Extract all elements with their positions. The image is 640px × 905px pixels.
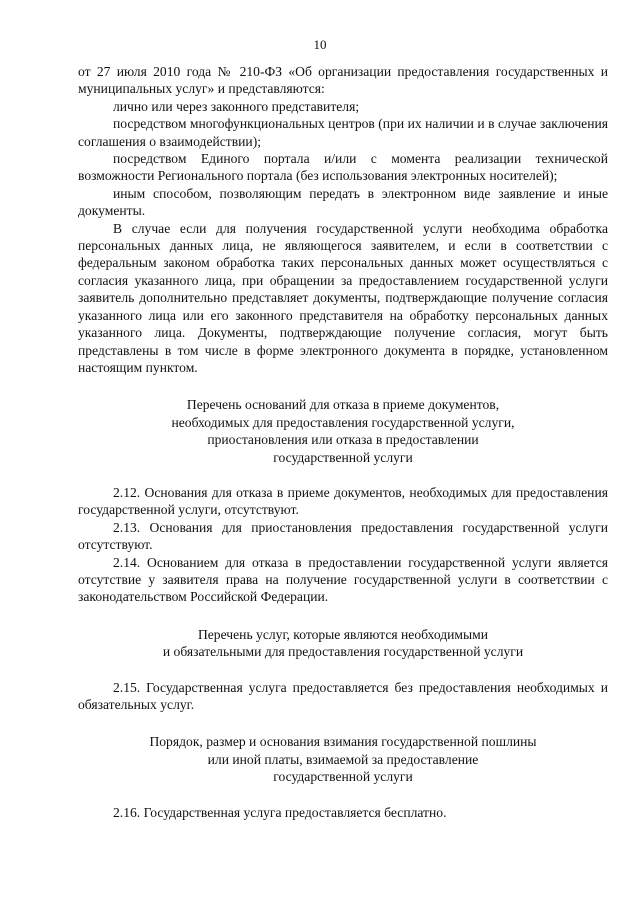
heading-line: или иной платы, взимаемой за предоставление bbox=[207, 751, 479, 767]
paragraph-other-method: иным способом, позволяющим передать в электронном виде заявление и иные документы. bbox=[78, 185, 608, 219]
paragraph-in-person: лично или через законного представителя; bbox=[113, 98, 360, 114]
section-heading-required-services bbox=[78, 626, 608, 661]
heading-line: Перечень оснований для отказа в приеме документов, bbox=[186, 397, 500, 413]
paragraph-2-12: 2.12. Основания для отказа в приеме документов, необходимых для предоставления государственной услуги, отсутствуют. bbox=[78, 484, 608, 518]
paragraph-mfc: посредством многофункциональных центров (при их наличии и в случае заключения соглашения о взаимодействии); bbox=[78, 116, 608, 149]
paragraph-2-15: 2.15. Государственная услуга предоставляется без предоставления необходимых и обязательных услуг. bbox=[78, 679, 608, 712]
section-heading-state-fee bbox=[78, 733, 608, 785]
paragraph-unified-portal: посредством Единого портала и/или с момента реализации технической возможности Регионального портала (без использования электронных носителей); bbox=[78, 151, 608, 184]
paragraph-2-16: 2.16. Государственная услуга предоставляется бесплатно. bbox=[113, 804, 447, 820]
heading-line: необходимых для предоставления государственной услуги, bbox=[171, 414, 515, 430]
heading-line: Порядок, размер и основания взимания государственной пошлины bbox=[149, 734, 537, 750]
heading-line: государственной услуги bbox=[273, 769, 413, 785]
heading-line: Перечень услуг, которые являются необходимыми bbox=[197, 626, 489, 642]
heading-line: государственной услуги bbox=[273, 449, 413, 465]
paragraph-2-13: 2.13. Основания для приостановления предоставления государственной услуги отсутствуют. bbox=[78, 519, 608, 553]
paragraph-2-14: 2.14. Основанием для отказа в предоставлении государственной услуги является отсутствие у заявителя права на получение государственной услуги в соответствии с законодательством Российской Федерации. bbox=[78, 554, 608, 605]
section-heading-refusal-grounds bbox=[78, 396, 608, 466]
heading-line: и обязательными для предоставления государственной услуги bbox=[162, 644, 524, 660]
page-content bbox=[78, 63, 608, 821]
page-number: 10 bbox=[313, 37, 327, 52]
paragraph-law-reference: от 27 июля 2010 года № 210-ФЗ «Об организации предоставления государственных и муниципальных услуг» и представляются: bbox=[78, 64, 608, 97]
paragraph-personal-data: В случае если для получения государственной услуги необходима обработка персональных данных лица, не являющегося заявителем, и если в соответствии с федеральным законом обработка таких персональных данных может осуществляться с согласия указанного лица, при обращении за предоставлением государственной услуги заявитель дополнительно представляет документы, подтверждающие получение согласия указанного лица или его законного представителя на обработку персональных данных указанного лица. Документы, подтверждающие получение согласия, могут быть представлены в том числе в форме электронного документа в порядке, установленном настоящим пунктом. bbox=[78, 220, 608, 375]
heading-line: приостановления или отказа в предоставлении bbox=[207, 432, 479, 448]
